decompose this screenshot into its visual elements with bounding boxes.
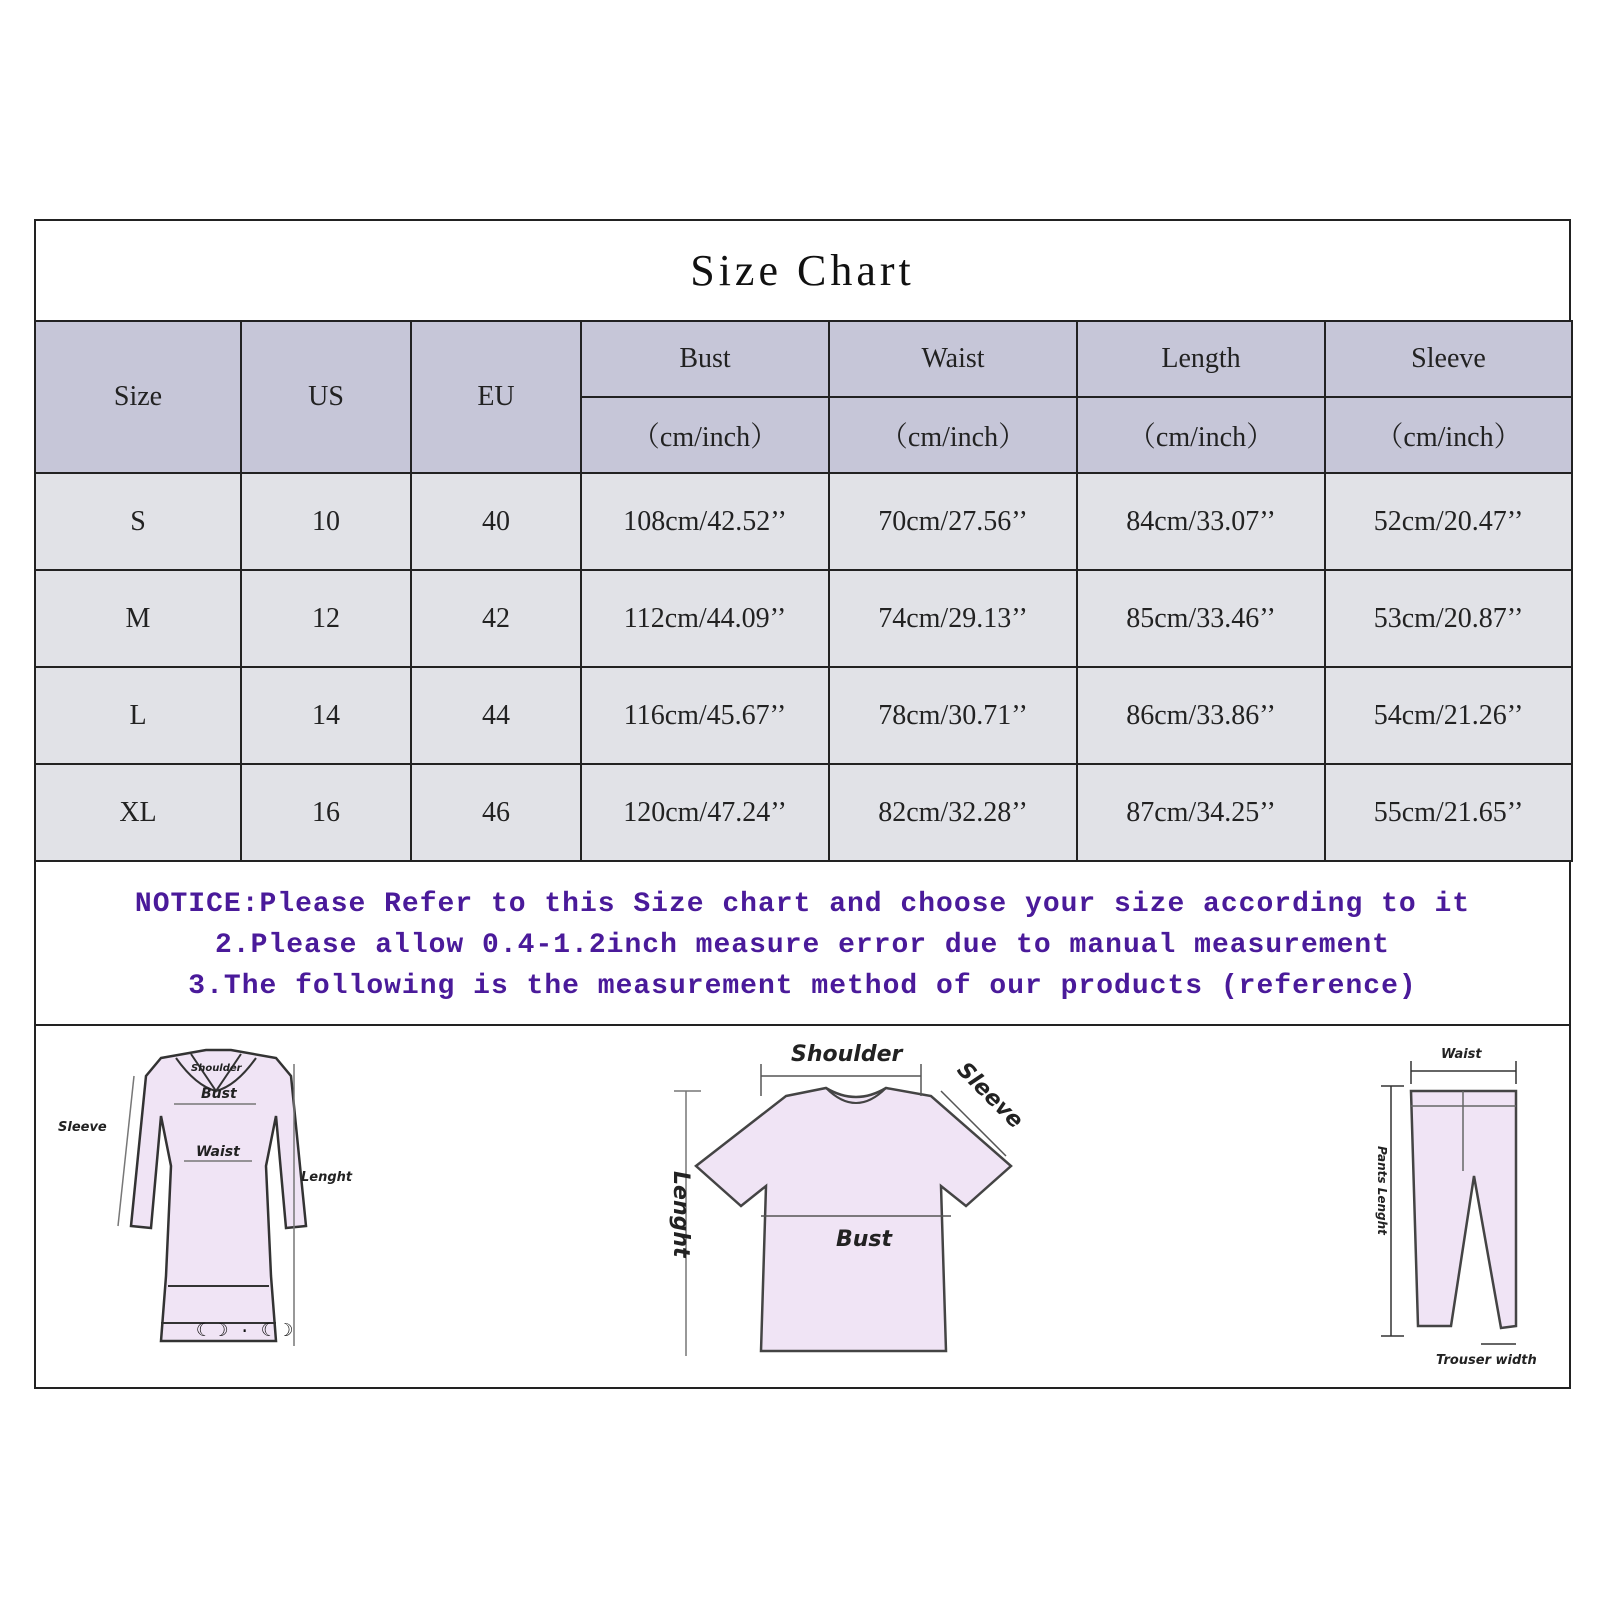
- table-row: [35, 473, 1572, 570]
- dress-sleeve-label: Sleeve: [58, 1120, 107, 1135]
- page-title: Size Chart: [690, 246, 915, 295]
- cell-bust: 112cm/44.09’’: [581, 570, 829, 667]
- cell-us: 14: [241, 667, 411, 764]
- cell-size: L: [35, 667, 241, 764]
- notice-line-3: 3.The following is the measurement method of our products (reference): [188, 970, 1417, 1002]
- unit-sleeve: （cm/inch）: [1325, 397, 1572, 473]
- header-eu: EU: [411, 321, 581, 473]
- cell-sleeve: 54cm/21.26’’: [1325, 667, 1572, 764]
- cell-us: 12: [241, 570, 411, 667]
- svg-text:☾ ☽ · ☾ ☽: ☾ ☽ · ☾ ☽: [196, 1322, 294, 1342]
- dress-shoulder-label: Shoulder: [191, 1063, 242, 1074]
- header-bust: Bust: [581, 321, 829, 397]
- cell-length: 86cm/33.86’’: [1077, 667, 1325, 764]
- unit-waist: （cm/inch）: [829, 397, 1077, 473]
- header-us: US: [241, 321, 411, 473]
- cell-bust: 116cm/45.67’’: [581, 667, 829, 764]
- unit-bust: （cm/inch）: [581, 397, 829, 473]
- trouser-width-label: Trouser width: [1436, 1353, 1537, 1368]
- cell-eu: 40: [411, 473, 581, 570]
- cell-length: 84cm/33.07’’: [1077, 473, 1325, 570]
- tshirt-length-label: Lenght: [668, 1171, 693, 1258]
- pants-icon: [1336, 1026, 1571, 1371]
- tshirt-sleeve-label: Sleeve: [951, 1057, 1028, 1134]
- cell-size: XL: [35, 764, 241, 861]
- header-sleeve: Sleeve: [1325, 321, 1572, 397]
- table-row: [35, 764, 1572, 861]
- tshirt-icon: [656, 1026, 1036, 1366]
- notice-line-1: NOTICE:Please Refer to this Size chart and choose your size according to it: [134, 888, 1471, 920]
- tshirt-shoulder-label: Shoulder: [791, 1042, 903, 1067]
- cell-sleeve: 55cm/21.65’’: [1325, 764, 1572, 861]
- table-row: [35, 667, 1572, 764]
- cell-eu: 44: [411, 667, 581, 764]
- cell-bust: 108cm/42.52’’: [581, 473, 829, 570]
- size-chart-frame: [34, 219, 1571, 1389]
- header-waist: Waist: [829, 321, 1077, 397]
- header-row: [35, 321, 1572, 397]
- dress-bust-label: Bust: [201, 1086, 237, 1102]
- dress-icon: [56, 1036, 376, 1376]
- size-table: [34, 320, 1573, 862]
- title-row: [36, 221, 1569, 320]
- cell-bust: 120cm/47.24’’: [581, 764, 829, 861]
- dress-length-label: Lenght: [301, 1170, 353, 1185]
- cell-length: 85cm/33.46’’: [1077, 570, 1325, 667]
- tshirt-bust-label: Bust: [836, 1227, 893, 1252]
- header-length: Length: [1077, 321, 1325, 397]
- cell-sleeve: 52cm/20.47’’: [1325, 473, 1572, 570]
- pants-waist-label: Waist: [1441, 1047, 1482, 1062]
- cell-waist: 70cm/27.56’’: [829, 473, 1077, 570]
- table-row: [35, 570, 1572, 667]
- cell-waist: 82cm/32.28’’: [829, 764, 1077, 861]
- cell-eu: 42: [411, 570, 581, 667]
- cell-size: S: [35, 473, 241, 570]
- cell-us: 10: [241, 473, 411, 570]
- cell-eu: 46: [411, 764, 581, 861]
- cell-length: 87cm/34.25’’: [1077, 764, 1325, 861]
- measurement-diagrams: [36, 1026, 1569, 1386]
- cell-waist: 78cm/30.71’’: [829, 667, 1077, 764]
- notice-line-2: 2.Please allow 0.4-1.2inch measure error due to manual measurement: [215, 929, 1390, 961]
- cell-sleeve: 53cm/20.87’’: [1325, 570, 1572, 667]
- notice-section: [36, 866, 1569, 1026]
- dress-waist-label: Waist: [196, 1144, 240, 1160]
- cell-size: M: [35, 570, 241, 667]
- cell-waist: 74cm/29.13’’: [829, 570, 1077, 667]
- header-size: Size: [35, 321, 241, 473]
- cell-us: 16: [241, 764, 411, 861]
- unit-length: （cm/inch）: [1077, 397, 1325, 473]
- pants-length-label: Pants Lenght: [1375, 1146, 1389, 1235]
